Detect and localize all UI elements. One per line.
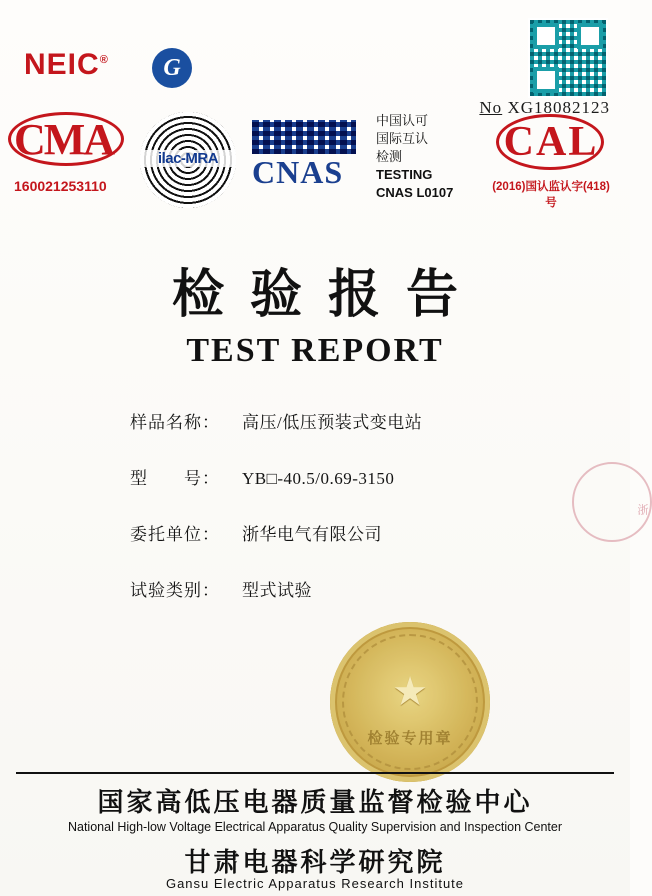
cma-logo — [14, 114, 134, 194]
cnas-info-block — [376, 112, 453, 202]
institute-name-cn: 甘肃电器科学研究院 — [184, 848, 446, 877]
cnas-info-line1: 中国认可 — [376, 113, 429, 128]
cnas-grid-icon — [252, 120, 356, 154]
field-value: 型式试验 — [242, 581, 312, 600]
star-icon: ★ — [392, 669, 428, 715]
document-number-label: No — [479, 98, 503, 117]
cma-mark-icon — [14, 114, 134, 166]
cal-ring-icon — [496, 114, 604, 170]
cal-mark-text: CAL — [503, 119, 599, 165]
neic-logo — [24, 48, 109, 82]
accreditation-row — [0, 112, 630, 222]
field-value: 浙华电气有限公司 — [242, 525, 382, 544]
ilac-mark-text: ilac-MRA — [140, 150, 236, 167]
neic-logo-text: NEIC — [24, 48, 100, 81]
field-value: 高压/低压预装式变电站 — [242, 413, 423, 432]
cma-ring-icon — [8, 112, 124, 166]
page-title-cn: 检验报告 — [171, 267, 484, 324]
field-label: 样品名称： — [130, 413, 220, 432]
registered-mark-icon: ® — [99, 54, 109, 66]
institute-name-en: Gansu Electric Apparatus Research Institute — [165, 876, 465, 891]
document-number-value: XG18082123 — [507, 98, 610, 117]
ilac-mra-logo — [140, 112, 236, 208]
seal-text: 检验专用章 — [367, 731, 453, 747]
official-seal — [330, 622, 490, 782]
cal-mark-icon — [488, 114, 614, 170]
organization-name-en: National High-low Voltage Electrical Apparatus Quality Supervision and Inspection Center — [67, 820, 563, 834]
cnas-info-line3: 检测 — [376, 149, 403, 164]
footer-divider — [16, 772, 614, 774]
cma-number: 160021253110 — [14, 178, 107, 194]
cnas-info-line2: 国际互认 — [376, 131, 429, 146]
field-label: 型 号： — [130, 469, 220, 488]
field-client — [130, 520, 550, 545]
cnas-info-line5: CNAS L0107 — [376, 185, 454, 200]
cal-number: (2016)国认监认字(418)号 — [492, 181, 610, 209]
field-test-type — [130, 576, 550, 601]
field-label: 试验类别： — [130, 581, 220, 600]
qr-finder-bottom-left — [533, 67, 559, 93]
field-value: YB□-40.5/0.69-3150 — [242, 469, 395, 488]
cnas-mark-text: CNAS — [252, 154, 344, 190]
page-title-en: TEST REPORT — [186, 332, 444, 369]
field-sample-name — [130, 408, 550, 433]
report-fields — [130, 408, 550, 632]
field-label: 委托单位： — [130, 525, 220, 544]
header-row — [0, 18, 630, 117]
cg-logo-icon: G — [152, 48, 192, 88]
cnas-info-line4: TESTING — [376, 167, 433, 182]
organization-name-cn: 国家高低压电器质量监督检验中心 — [97, 788, 533, 817]
field-model — [130, 464, 550, 489]
cnas-logo — [252, 120, 362, 190]
qr-code-icon — [528, 18, 608, 98]
cal-logo — [488, 114, 614, 210]
side-seal: 浙 — [572, 462, 652, 542]
cma-mark-text: CMA — [14, 115, 114, 164]
